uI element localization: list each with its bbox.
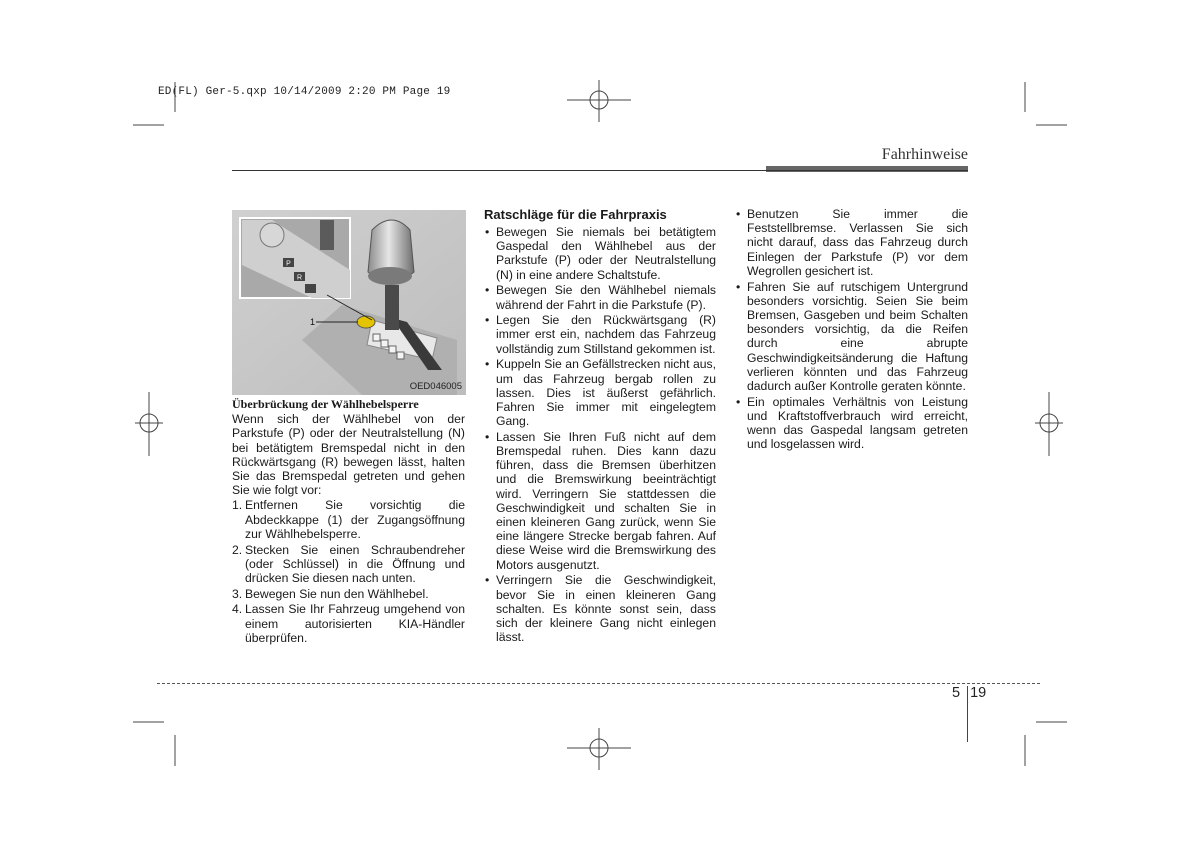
- column-left: [232, 397, 465, 646]
- gate-letter-r: R: [296, 274, 303, 282]
- footer-rule: [157, 683, 1040, 684]
- column-middle: [484, 207, 716, 646]
- tips-heading: Ratschläge für die Fahrpraxis: [484, 207, 667, 222]
- column-right: [735, 207, 968, 453]
- list-item: • Lassen Sie Ihren Fuß nicht auf dem Bremspedal ruhen. Dies kann dazu führen, dass die Bremsen überhitzen und die Bremswirkung beeinträchtigt wird. Verringern Sie stattdessen die Geschwindigkeit und schalten Sie in einen kleineren Gang zurück, wenn Sie eine längere Strecke bergab fahren. Auf diese Weise wird die Bremswirkung des Motors ausgenutzt.: [484, 430, 716, 572]
- tips-list: [484, 225, 716, 644]
- section-title: Fahrhinweise: [881, 146, 968, 163]
- print-slug: ED(FL) Ger-5.qxp 10/14/2009 2:20 PM Page 19: [158, 86, 451, 98]
- figure-code: OED046005: [409, 381, 462, 392]
- gate-letter-p: P: [286, 260, 291, 268]
- gear-shift-illustration: [232, 210, 466, 395]
- procedure-steps: [232, 498, 465, 645]
- caption-title: Überbrückung der Wählhebelsperre: [232, 397, 419, 411]
- list-item: • Bewegen Sie den Wählhebel niemals während der Fahrt in die Parkstufe (P).: [484, 283, 716, 311]
- list-item: 1. Entfernen Sie vorsichtig die Abdeckkappe (1) der Zugangsöffnung zur Wählhebelsperre.: [232, 498, 465, 541]
- header-rule: [232, 170, 968, 171]
- list-item: • Bewegen Sie niemals bei betätigtem Gaspedal den Wählhebel aus der Parkstufe (P) oder der Neutralstellung (N) in eine andere Schaltstufe.: [484, 225, 716, 282]
- chapter-number: 5: [952, 685, 961, 701]
- registration-mark-bottom: [567, 728, 631, 770]
- intro-paragraph: Wenn sich der Wählhebel von der Parkstufe (P) oder der Neutralstellung (N) bei betätigtem Bremspedal nicht in den Rückwärtsgang (R) bewegen lässt, halten Sie das Bremspedal getreten und gehen Sie wie folgt vor:: [232, 412, 465, 498]
- gate-label-n: [305, 284, 316, 293]
- list-item: 4. Lassen Sie Ihr Fahrzeug umgehend von einem autorisierten KIA-Händler überprüfen.: [232, 602, 465, 645]
- page-in-chapter: 19: [970, 685, 987, 701]
- callout-number: 1: [310, 317, 316, 327]
- registration-mark-top: [567, 80, 631, 122]
- header-accent-bar: [766, 166, 968, 172]
- registration-mark-left: [135, 392, 163, 456]
- override-cap: [357, 316, 375, 328]
- list-item: • Ein optimales Verhältnis von Leistung und Kraftstoffverbrauch wird erreicht, wenn das Gaspedal langsam getreten und losgelassen wird.: [735, 395, 968, 452]
- list-item: 2. Stecken Sie einen Schraubendreher (oder Schlüssel) in die Öffnung und drücken Sie diesen nach unten.: [232, 542, 465, 585]
- page-number: [952, 685, 986, 701]
- list-item: 3. Bewegen Sie nun den Wählhebel.: [232, 586, 429, 601]
- list-item: • Kuppeln Sie an Gefällstrecken nicht aus, um das Fahrzeug bergab rollen zu lassen. Dies ist äußerst gefährlich. Fahren Sie immer mit eingelegtem Gang.: [484, 357, 716, 428]
- gear-shift-figure: [232, 210, 466, 395]
- tips-list-continued: [735, 207, 968, 451]
- list-item: • Benutzen Sie immer die Feststellbremse. Verlassen Sie sich nicht darauf, dass das Fahrzeug durch Einlegen der Parkstufe (P) vor dem Wegrollen gesichert ist.: [735, 207, 968, 278]
- list-item: • Legen Sie den Rückwärtsgang (R) immer erst ein, nachdem das Fahrzeug vollständig zum Stillstand gekommen ist.: [484, 313, 716, 356]
- list-item: • Verringern Sie die Geschwindigkeit, bevor Sie in einen kleineren Gang schalten. Es könnte sonst sein, dass sich der kleinere Gang nicht einlegen lässt.: [484, 573, 716, 644]
- list-item: • Fahren Sie auf rutschigem Untergrund besonders vorsichtig. Seien Sie beim Bremsen, Gasgeben und beim Schalten besonders vorsichtig, da die Reifen durch eine abrupte Geschwindigkeitsänderung die Haftung verlieren könnten und das Fahrzeug dadurch außer Kontrolle geraten könnte.: [735, 280, 968, 394]
- registration-mark-right: [1035, 392, 1063, 456]
